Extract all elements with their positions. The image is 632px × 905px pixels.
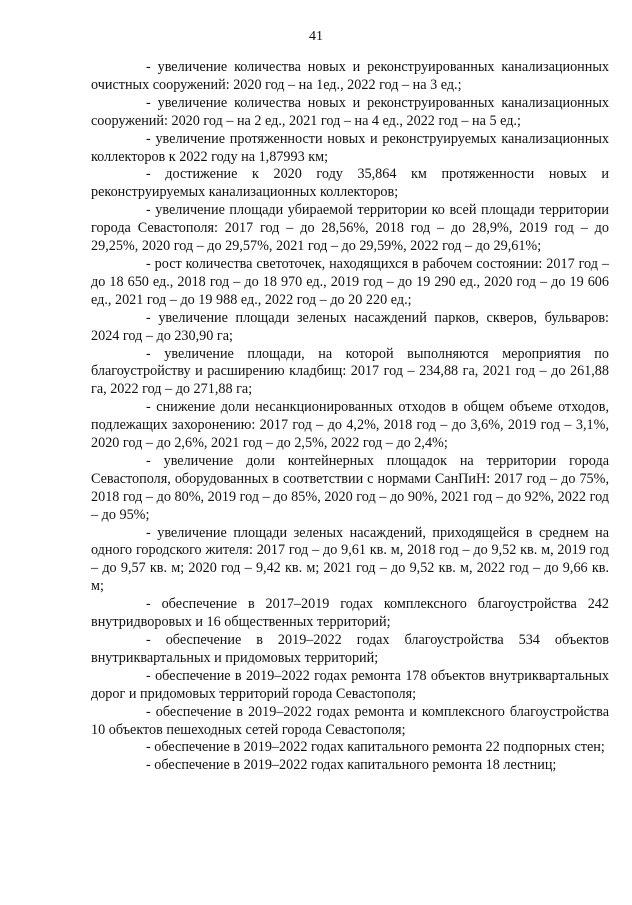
document-body xyxy=(91,59,609,775)
paragraph: - увеличение площади зеленых насаждений парков, скверов, бульваров: 2024 год – до 230,90 га; xyxy=(91,309,609,344)
paragraph: - увеличение доли контейнерных площадок на территории города Севастополя, оборудованных в соответствии с нормами СанПиН: 2017 год – до 75%, 2018 год – до 80%, 2019 год – до 85%, 2020 год – до 90%, 2021 год – до 92%, 2022 год – до 95%; xyxy=(91,452,609,523)
paragraph: - увеличение протяженности новых и реконструируемых канализационных коллекторов к 2022 году на 1,87993 км; xyxy=(91,130,609,165)
page-number: 41 xyxy=(309,29,323,44)
paragraph: - обеспечение в 2019–2022 годах ремонта и комплексного благоустройства 10 объектов пешеходных сетей города Севастополя; xyxy=(91,703,609,738)
paragraph: - обеспечение в 2019–2022 годах благоустройства 534 объектов внутриквартальных и придомовых территорий; xyxy=(91,632,609,666)
paragraph: - обеспечение в 2019–2022 годах капитального ремонта 18 лестниц; xyxy=(146,757,557,774)
paragraph: - снижение доли несанкционированных отходов в общем объеме отходов, подлежащих захоронению: 2017 год – до 4,2%, 2018 год – до 3,6%, 2019 год – 3,1%, 2020 год – до 2,6%, 2021 год – до 2,5%, 2022 год – до 2,4%; xyxy=(91,399,609,452)
paragraph: - обеспечение в 2017–2019 годах комплексного благоустройства 242 внутридворовых и 16 общественных территорий; xyxy=(91,596,609,631)
paragraph: - рост количества светоточек, находящихся в рабочем состоянии: 2017 год – до 18 650 ед., 2018 год – до 18 970 ед., 2019 год – до 19 290 ед., 2020 год – до 19 606 ед., 2021 год – до 19 988 ед., 2022 год – до 20 220 ед.; xyxy=(91,255,609,308)
paragraph: - достижение к 2020 году 35,864 км протяженности новых и реконструируемых канализационных коллекторов; xyxy=(91,166,609,201)
paragraph: - обеспечение в 2019–2022 годах капитального ремонта 22 подпорных стен; xyxy=(146,739,605,756)
paragraph: - увеличение количества новых и реконструированных канализационных сооружений: 2020 год – на 2 ед., 2021 год – на 4 ед., 2022 год – на 5 ед.; xyxy=(91,94,609,129)
paragraph: - увеличение площади убираемой территории ко всей площади территории города Севастополя: 2017 год – до 28,56%, 2018 год – до 28,9%, 2019 год – до 29,25%, 2020 год – до 29,57%, 2021 год – до 29,59%, 2022 год – до 29,61%; xyxy=(91,202,609,255)
paragraph: - увеличение количества новых и реконструированных канализационных очистных сооружений: 2020 год – на 1ед., 2022 год – на 3 ед.; xyxy=(91,59,609,93)
paragraph: - увеличение площади зеленых насаждений, приходящейся в среднем на одного городского жителя: 2017 год – до 9,61 кв. м, 2018 год – до 9,52 кв. м, 2019 год – до 9,57 кв. м; 2020 год – 9,42 кв. м; 2021 год – до 9,52 кв. м, 2022 год – до 9,66 кв. м; xyxy=(91,524,609,595)
paragraph: - обеспечение в 2019–2022 годах ремонта 178 объектов внутриквартальных дорог и придомовых территорий города Севастополя; xyxy=(91,667,609,702)
paragraph: - увеличение площади, на которой выполняются мероприятия по благоустройству и расширению кладбищ: 2017 год – 234,88 га, 2021 год – до 261,88 га, 2022 год – до 271,88 га; xyxy=(91,345,609,398)
